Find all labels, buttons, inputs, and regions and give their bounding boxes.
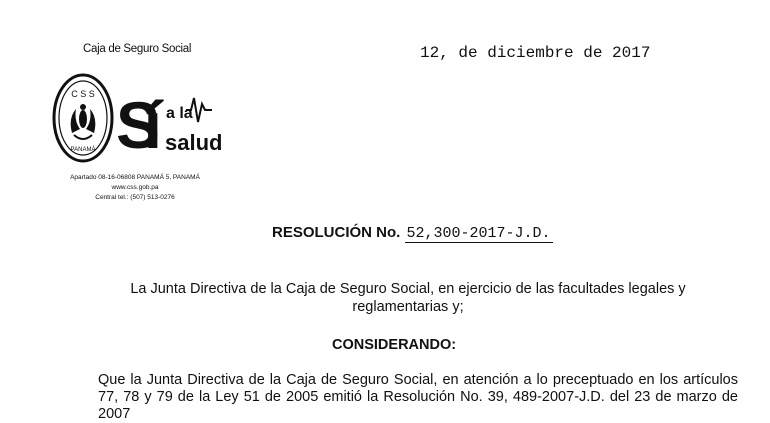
intro-paragraph: La Junta Directiva de la Caja de Seguro Social, en ejercicio de las facultades legales y reglamentarias y; — [130, 281, 686, 315]
address-block — [60, 173, 210, 203]
body-paragraph: Que la Junta Directiva de la Caja de Seguro Social, en atención a lo preceptuado en los artículos 77, 78 y 79 de la Ley 51 de 2005 emitió la Resolución No. 39, 489-2007-J.D. del 23 de marzo de 2007 — [98, 372, 738, 422]
address-line: Apartado 08-16-06808 PANAMÁ 5, PANAMÁ — [70, 174, 200, 181]
website-line: www.css.gob.pa — [111, 184, 159, 191]
css-seal-logo — [52, 73, 114, 163]
considerando-heading: CONSIDERANDO: — [332, 337, 457, 353]
phone-line: Central tel.: (507) 513-0276 — [95, 194, 175, 201]
logo-si: Sí — [116, 88, 162, 162]
si-a-la-salud-logo — [116, 80, 223, 162]
resolution-number: 52,300-2017-J.D. — [406, 225, 551, 242]
institution-name: Caja de Seguro Social — [83, 43, 192, 55]
resolution-heading — [272, 224, 553, 242]
logo-a-la: a la — [166, 105, 193, 122]
seal-text: C S S — [71, 89, 95, 99]
resolution-label: RESOLUCIÓN No. — [272, 224, 401, 241]
document-date: 12, de diciembre de 2017 — [420, 44, 651, 62]
seal-bottom-text: PANAMÁ — [70, 147, 96, 153]
logo-salud: salud — [165, 130, 223, 155]
